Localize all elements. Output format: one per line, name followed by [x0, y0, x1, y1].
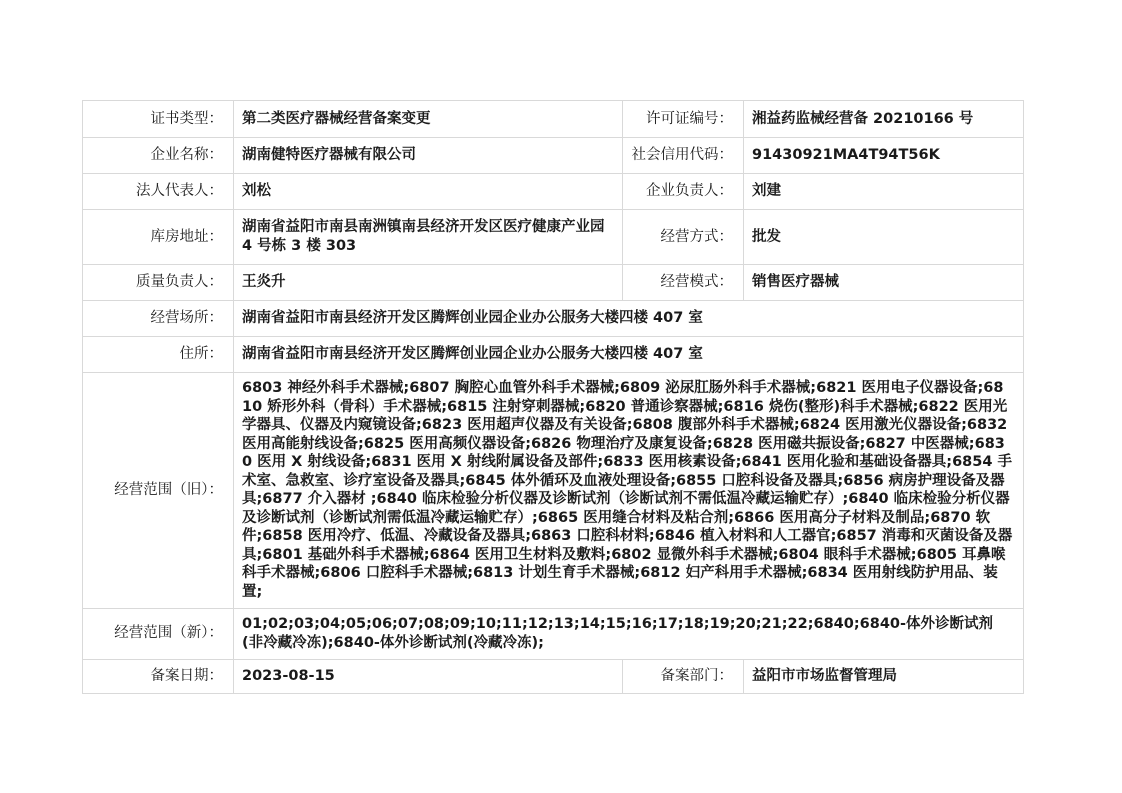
registration-record-table — [82, 100, 1024, 694]
license-no-value: 湘益药监械经营备 20210166 号 — [744, 101, 1024, 138]
business-model-label: 经营模式： — [623, 265, 744, 301]
row-scope-new — [83, 608, 1024, 659]
row-warehouse-address — [83, 210, 1024, 265]
row-company-name — [83, 138, 1024, 174]
legal-rep-value: 刘松 — [234, 174, 623, 210]
certificate-type-label: 证书类型： — [83, 101, 234, 138]
business-method-value: 批发 — [744, 210, 1024, 265]
record-dept-value: 益阳市市场监督管理局 — [744, 659, 1024, 693]
business-model-value: 销售医疗器械 — [744, 265, 1024, 301]
scope-new-label: 经营范围（新）： — [83, 608, 234, 659]
record-dept-label: 备案部门： — [623, 659, 744, 693]
quality-head-value: 王炎升 — [234, 265, 623, 301]
residence-label: 住所： — [83, 337, 234, 373]
business-place-label: 经营场所： — [83, 301, 234, 337]
business-place-value: 湖南省益阳市南县经济开发区腾辉创业园企业办公服务大楼四楼 407 室 — [234, 301, 1024, 337]
credit-code-value: 91430921MA4T94T56K — [744, 138, 1024, 174]
row-scope-old — [83, 373, 1024, 609]
company-name-value: 湖南健特医疗器械有限公司 — [234, 138, 623, 174]
warehouse-address-value: 湖南省益阳市南县南洲镇南县经济开发区医疗健康产业园 4 号栋 3 楼 303 — [234, 210, 623, 265]
license-no-label: 许可证编号： — [623, 101, 744, 138]
scope-old-label: 经营范围（旧）： — [83, 373, 234, 609]
row-quality-head — [83, 265, 1024, 301]
row-business-place — [83, 301, 1024, 337]
quality-head-label: 质量负责人： — [83, 265, 234, 301]
scope-new-value: 01;02;03;04;05;06;07;08;09;10;11;12;13;14;15;16;17;18;19;20;21;22;6840;6840-体外诊断试剂(非冷藏冷冻);6840-体外诊断试剂(冷藏冷冻); — [234, 608, 1024, 659]
record-date-label: 备案日期： — [83, 659, 234, 693]
scope-old-value: 6803 神经外科手术器械;6807 胸腔心血管外科手术器械;6809 泌尿肛肠外科手术器械;6821 医用电子仪器设备;6810 矫形外科（骨科）手术器械;6815 注射穿刺器械;6820 普通诊察器械;6816 烧伤(整形)科手术器械;6822 医用光学器具、仪器及内窥镜设备;6823 医用超声仪器及有关设备;6808 腹部外科手术器械;6824 医用激光仪器设备;6832 医用高能射线设备;6825 医用高频仪器设备;6826 物理治疗及康复设备;6828 医用磁共振设备;6827 中医器械;6830 医用 X 射线设备;6831 医用 X 射线附属设备及部件;6833 医用核素设备;6841 医用化验和基础设备器具;6854 手术室、急救室、诊疗室设备及器具;6845 体外循环及血液处理设备;6855 口腔科设备及器具;6856 病房护理设备及器具;6877 介入器材 ;6840 临床检验分析仪器及诊断试剂（诊断试剂不需低温冷藏运输贮存）;6840 临床检验分析仪器及诊断试剂（诊断试剂需低温冷藏运输贮存）;6865 医用缝合材料及粘合剂;6866 医用高分子材料及制品;6870 软 件;6858 医用冷疗、低温、冷藏设备及器具;6863 口腔科材料;6846 植入材料和人工器官;6857 消毒和灭菌设备及器具;6801 基础外科手术器械;6864 医用卫生材料及敷料;6802 显微外科手术器械;6804 眼科手术器械;6805 耳鼻喉科手术器械;6806 口腔科手术器械;6813 计划生育手术器械;6812 妇产科用手术器械;6834 医用射线防护用品、装置; — [234, 373, 1024, 609]
row-certificate-type — [83, 101, 1024, 138]
certificate-type-value: 第二类医疗器械经营备案变更 — [234, 101, 623, 138]
warehouse-address-label: 库房地址： — [83, 210, 234, 265]
row-residence — [83, 337, 1024, 373]
row-record-date — [83, 659, 1024, 693]
record-date-value: 2023-08-15 — [234, 659, 623, 693]
company-head-label: 企业负责人： — [623, 174, 744, 210]
row-legal-rep — [83, 174, 1024, 210]
legal-rep-label: 法人代表人： — [83, 174, 234, 210]
company-name-label: 企业名称： — [83, 138, 234, 174]
company-head-value: 刘建 — [744, 174, 1024, 210]
business-method-label: 经营方式： — [623, 210, 744, 265]
credit-code-label: 社会信用代码： — [623, 138, 744, 174]
residence-value: 湖南省益阳市南县经济开发区腾辉创业园企业办公服务大楼四楼 407 室 — [234, 337, 1024, 373]
